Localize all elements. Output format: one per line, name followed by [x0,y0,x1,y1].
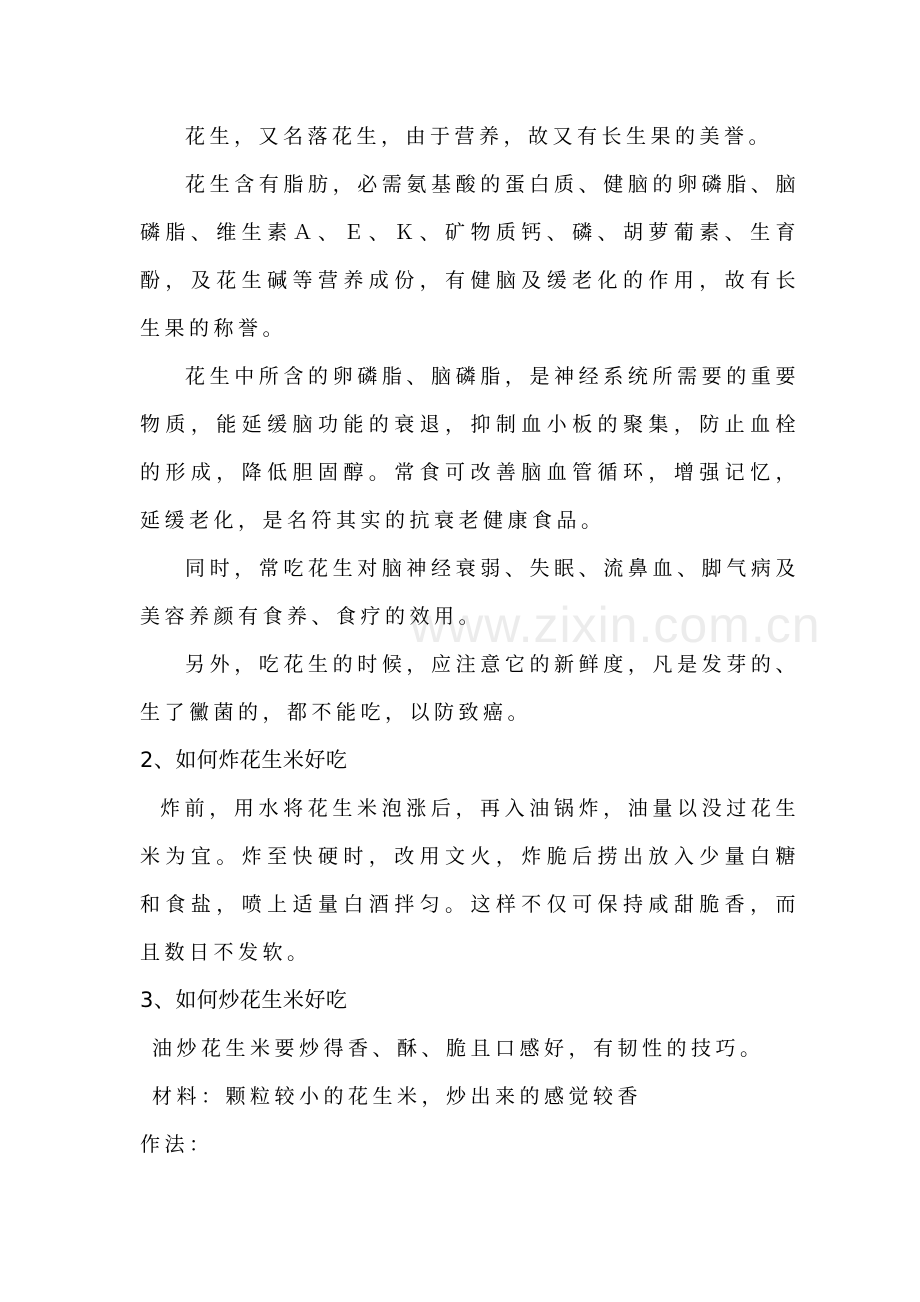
paragraph-benefits: 同时，常吃花生对脑神经衰弱、失眠、流鼻血、脚气病及美容养颜有食养、食疗的效用。 [140,556,800,628]
section-2-heading: 2、如何炸花生米好吃 [140,748,348,772]
section-3-heading: 3、如何炒花生米好吃 [140,988,348,1012]
watermark: www.zixin.com.cn [410,597,821,653]
paragraph-intro: 花生，又名落花生，由于营养，故又有长生果的美誉。 [185,124,773,148]
paragraph-nutrients: 花生含有脂肪，必需氨基酸的蛋白质、健脑的卵磷脂、脑磷脂、维生素Ａ、Ｅ、Ｋ、矿物质钙、磷、胡萝葡素、生育酚，及花生碱等营养成份，有健脑及缓老化的作用，故有长生果的称誉。 [140,172,800,340]
section-3-intro: 油炒花生米要炒得香、酥、脆且口感好，有韧性的技巧。 [152,1036,765,1060]
paragraph-brain-health: 花生中所含的卵磷脂、脑磷脂，是神经系统所需要的重要物质，能延缓脑功能的衰退，抑制血小板的聚集，防止血栓的形成，降低胆固醇。常食可改善脑血管循环，增强记忆，延缓老化，是名符其实的抗衰老健康食品。 [140,364,800,532]
section-3-method: 作法： [140,1132,214,1156]
paragraph-freshness: 另外，吃花生的时候，应注意它的新鲜度，凡是发芽的、生了黴菌的，都不能吃，以防致癌。 [140,652,800,724]
section-2-body: 炸前，用水将花生米泡涨后，再入油锅炸，油量以没过花生米为宜。炸至快硬时，改用文火，炸脆后捞出放入少量白糖和食盐，喷上适量白酒拌匀。这样不仅可保持咸甜脆香，而且数日不发软。 [140,796,800,964]
document-body [140,112,800,1168]
section-3-materials: 材料：颗粒较小的花生米，炒出来的感觉较香 [152,1084,642,1108]
